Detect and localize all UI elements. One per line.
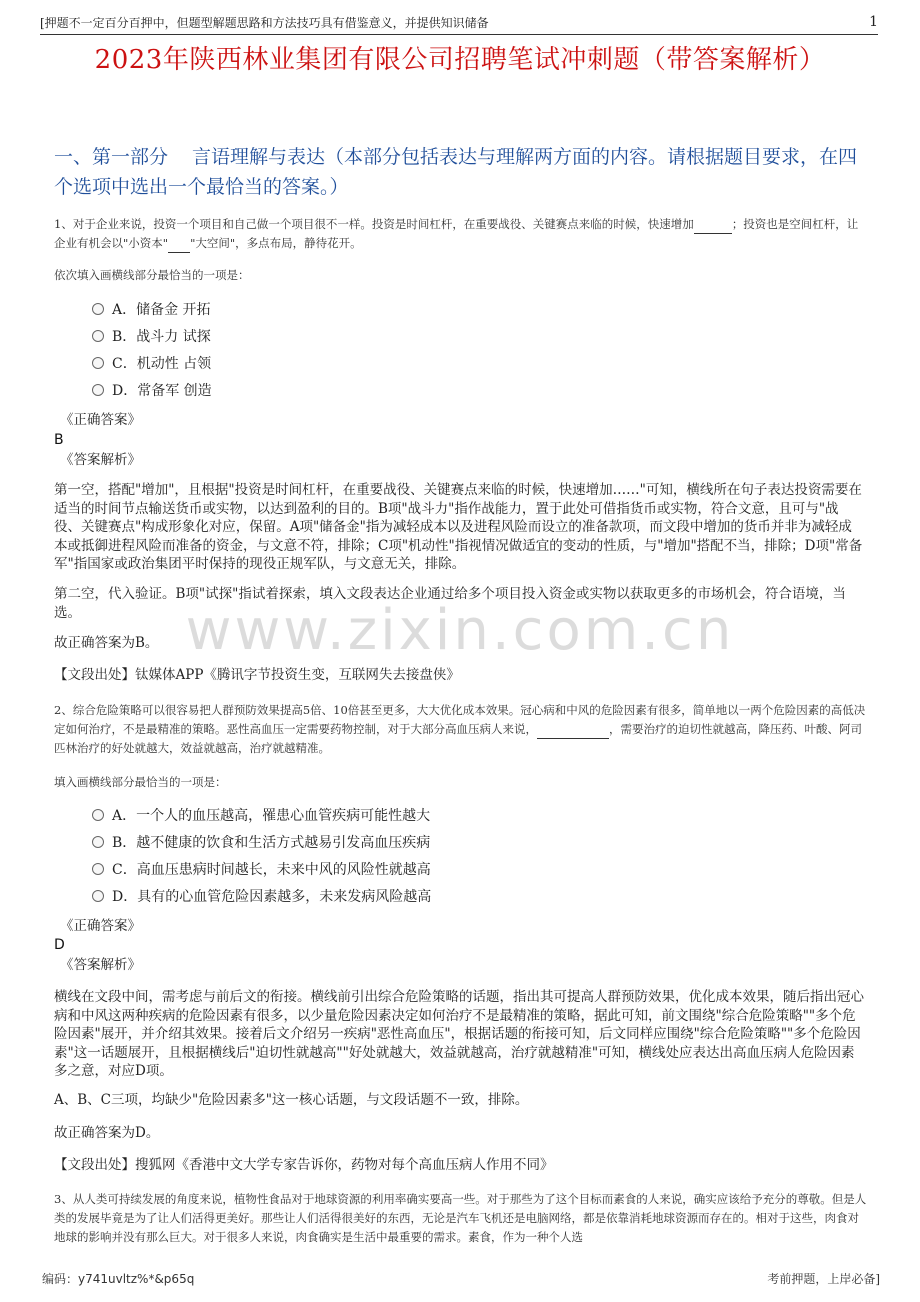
- analysis-conclusion: 故正确答案为B。: [54, 635, 159, 651]
- section-heading: [54, 142, 874, 202]
- radio-icon[interactable]: [92, 357, 104, 369]
- option-a[interactable]: A．一个人的血压越高，罹患心血管疾病可能性越大: [92, 803, 792, 830]
- source-citation: 【文段出处】搜狐网《香港中文大学专家告诉你，药物对每个高血压病人作用不同》: [54, 1157, 554, 1173]
- footer-code: 编码：y741uvltz%*&p65q: [42, 1272, 195, 1286]
- option-d[interactable]: D．常备军 创造: [92, 378, 792, 405]
- question-2-stem: 2、综合危险策略可以很容易把人群预防效果提高5倍、10倍甚至更多，大大优化成本效果。冠心病和中风的危险因素有很多，简单地以一两个危险因素的高低决定如何治疗，不是最精准的策略。恶性高血压一定需要药物控制，对于大部分高血压病人来说， ，需要治疗的迫切性就越高，降压药、叶酸、阿司匹林治疗的好处就越大，效益就越高，治疗就越精准。: [54, 703, 866, 755]
- question-2-prompt: 填入画横线部分最恰当的一项是：: [54, 775, 227, 789]
- correct-answer-label: 《正确答案》: [60, 412, 141, 428]
- page-number: 1: [869, 14, 878, 30]
- radio-icon[interactable]: [92, 809, 104, 821]
- question-2-options: [92, 803, 792, 911]
- question-1-prompt: 依次填入画横线部分最恰当的一项是：: [54, 268, 250, 282]
- correct-answer-label: 《正确答案》: [60, 918, 141, 934]
- section-instructions: 言语理解与表达（本部分包括表达与理解两方面的内容。请根据题目要求，在四个选项中选出一个最恰当的答案。）: [54, 146, 858, 198]
- option-c[interactable]: C．高血压患病时间越长，未来中风的风险性就越高: [92, 857, 792, 884]
- footer-slogan: 考前押题，上岸必备]: [767, 1272, 880, 1286]
- correct-answer: D: [54, 937, 65, 953]
- page-header: [40, 14, 878, 35]
- radio-icon[interactable]: [92, 836, 104, 848]
- radio-icon[interactable]: [92, 303, 104, 315]
- page-title: 2023年陕西林业集团有限公司招聘笔试冲刺题（带答案解析）: [94, 45, 826, 75]
- option-d[interactable]: D．具有的心血管危险因素越多，未来发病风险越高: [92, 884, 792, 911]
- radio-icon[interactable]: [92, 384, 104, 396]
- radio-icon[interactable]: [92, 863, 104, 875]
- option-b[interactable]: B．越不健康的饮食和生活方式越易引发高血压疾病: [92, 830, 792, 857]
- analysis-paragraph: 横线在文段中间，需考虑与前后文的衔接。横线前引出综合危险策略的话题，指出其可提高人群预防效果，优化成本效果，随后指出冠心病和中风这两种疾病的危险因素有很多，以少量危险因素决定如何治疗不是最精准的策略，据此可知，前文围绕"综合危险策略""多个危险因素"展开，并介绍其效果。接着后文介绍另一疾病"恶性高血压"，根据话题的衔接可知，后文同样应围绕"综合危险策略""多个危险因素"这一话题展开，且根据横线后"迫切性就越高""好处就越大，效益就越高，治疗就越精准"可知，横线处应表达出高血压病人危险因素多之意，对应D项。: [54, 989, 864, 1079]
- question-1-stem: 1、对于企业来说，投资一个项目和自己做一个项目很不一样。投资是时间杠杆，在重要战役、关键赛点来临的时候，快速增加 ；投资也是空间杠杆，让企业有机会以"小资本" "大空间"，多点布局，静待花开。: [54, 215, 869, 253]
- radio-icon[interactable]: [92, 890, 104, 902]
- analysis-label: 《答案解析》: [60, 452, 141, 468]
- option-c[interactable]: C．机动性 占领: [92, 351, 792, 378]
- analysis-paragraph: A、B、C三项，均缺少"危险因素多"这一核心话题，与文段话题不一致，排除。: [54, 1092, 529, 1108]
- analysis-conclusion: 故正确答案为D。: [54, 1125, 160, 1141]
- section-part: 一、第一部分: [54, 146, 169, 168]
- question-1-options: [92, 297, 792, 405]
- analysis-paragraph: 第二空，代入验证。B项"试探"指试着探索，填入文段表达企业通过给多个项目投入资金或实物以获取更多的市场机会，符合语境，当选。: [54, 586, 846, 621]
- question-3-stem: 3、从人类可持续发展的角度来说，植物性食品对于地球资源的利用率确实要高一些。对于那些为了这个目标而素食的人来说，确实应该给予充分的尊敬。但是人类的发展毕竟是为了让人们活得更美好。那些让人们活得很美好的东西，无论是汽车飞机还是电脑网络，都是依靠消耗地球资源而存在的。相对于这些，肉食对地球的影响并没有那么巨大。对于很多人来说，肉食确实是生活中最重要的需求。素食，作为一种个人选: [54, 1192, 867, 1244]
- watermark: www.zixin.com.cn: [185, 598, 735, 663]
- source-citation: 【文段出处】钛媒体APP《腾讯字节投资生变，互联网失去接盘侠》: [54, 667, 460, 683]
- analysis-paragraph: 第一空，搭配"增加"，且根据"投资是时间杠杆，在重要战役、关键赛点来临的时候，快速增加……"可知，横线所在句子表达投资需要在适当的时间节点输送货币或实物，以达到盈利的目的。B项"战斗力"指作战能力，置于此处可借指货币或实物，符合文意，且可与"战役、关键赛点"构成形象化对应，保留。A项"储备金"指为减轻成本以及进程风险而设立的准备款项，而文段中增加的货币并非为减轻成本或抵御进程风险而准备的资金，与文意不符，排除；C项"机动性"指视情况做适宜的变动的性质，与"增加"搭配不当，排除；D项"常备军"指国家或政治集团平时保持的现役正规军队，与文意无关，排除。: [54, 482, 863, 572]
- header-disclaimer: [押题不一定百分百押中，但题型解题思路和方法技巧具有借鉴意义，并提供知识储备: [40, 16, 489, 30]
- option-b[interactable]: B．战斗力 试探: [92, 324, 792, 351]
- analysis-label: 《答案解析》: [60, 957, 141, 973]
- radio-icon[interactable]: [92, 330, 104, 342]
- option-a[interactable]: A．储备金 开拓: [92, 297, 792, 324]
- correct-answer: B: [54, 432, 64, 448]
